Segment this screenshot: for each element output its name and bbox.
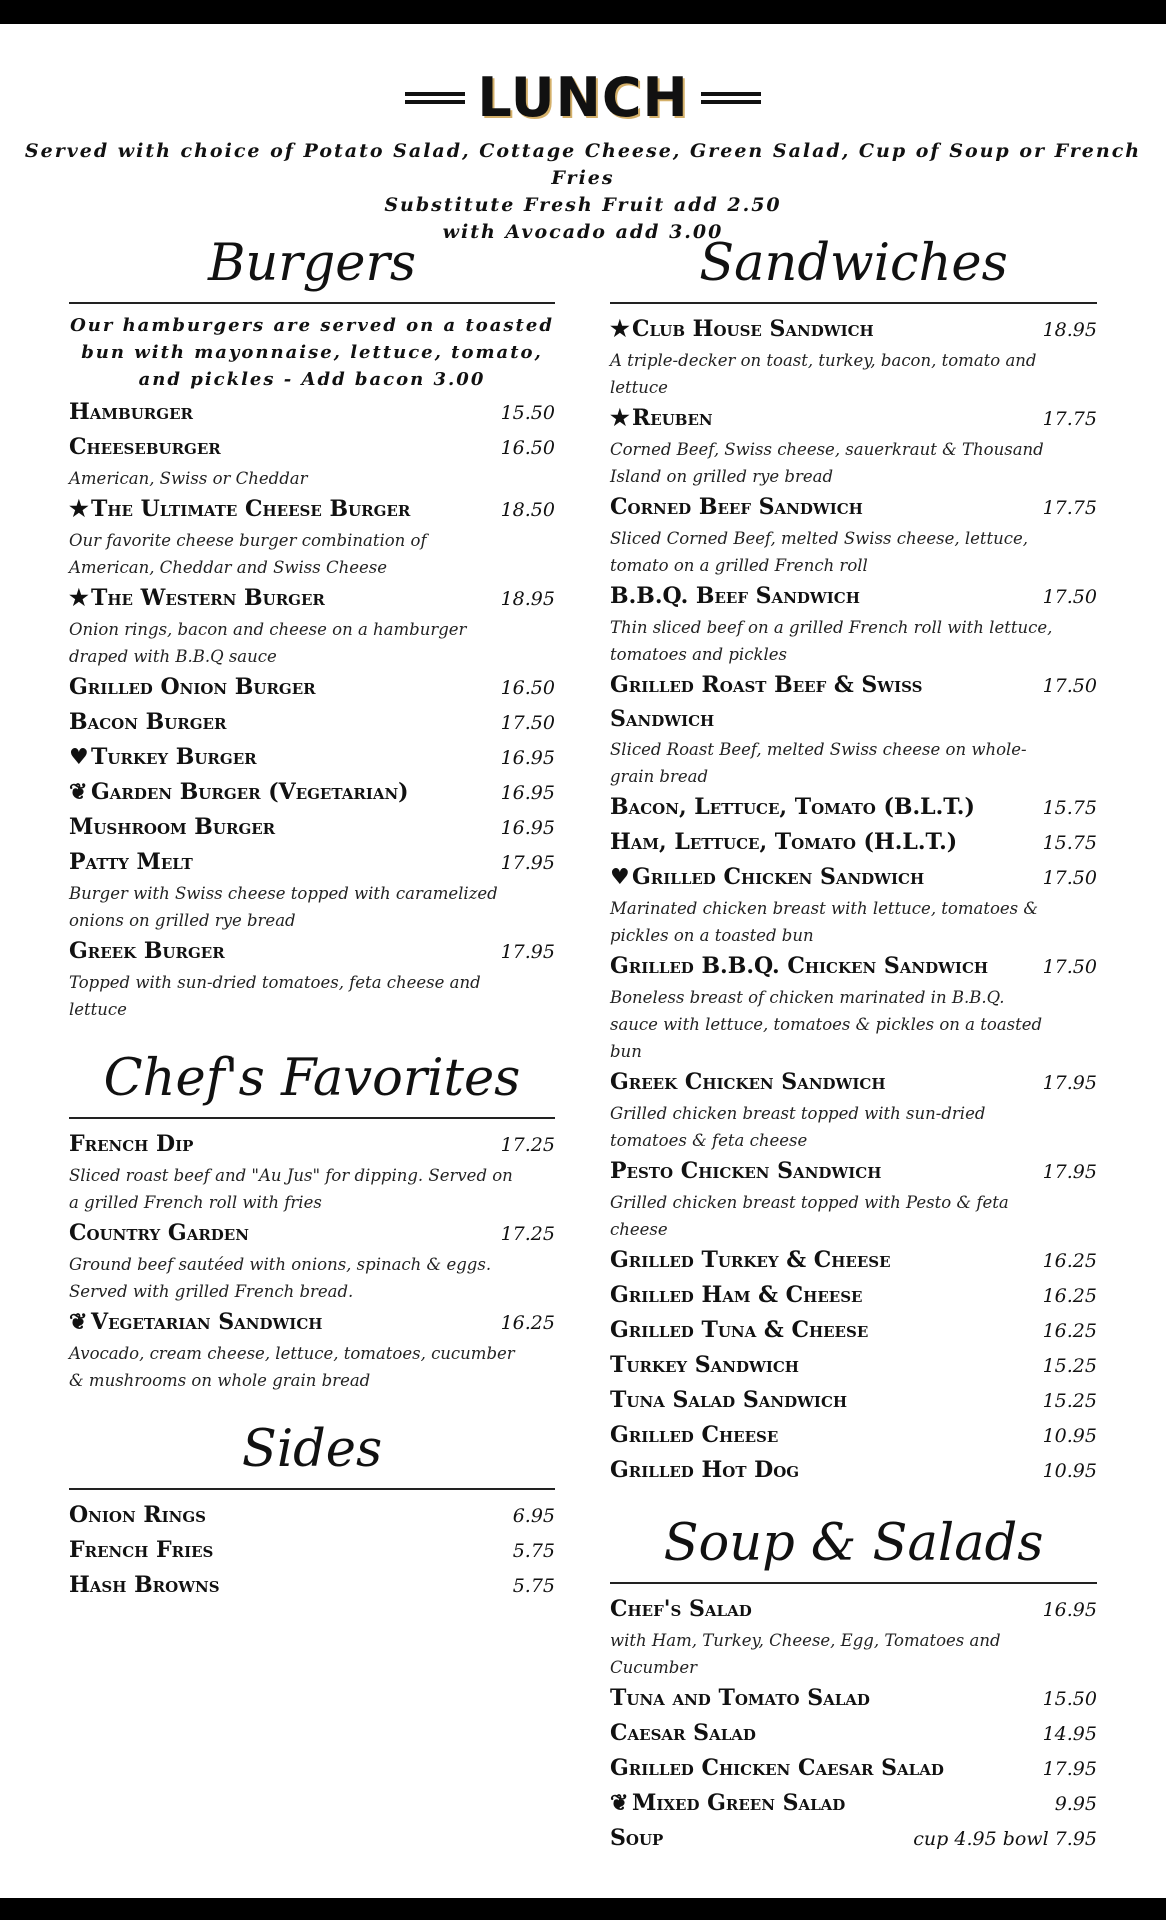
menu-item-row [610,825,1097,860]
menu-item-name-text: Grilled Ham & Cheese [610,1282,863,1308]
section-divider [610,302,1097,304]
menu-item [69,492,555,581]
menu-item-name [69,705,226,739]
menu-item-name [610,1821,663,1855]
menu-item-price: 16.25 [500,1312,555,1334]
section-sides [69,1412,555,1603]
menu-item-row [69,1127,555,1162]
menu-item [69,430,555,492]
menu-item-row [69,492,555,527]
menu-item-row [610,1154,1097,1189]
menu-item-name [610,490,863,524]
menu-item-row [610,1716,1097,1751]
menu-item-price: 9.95 [1054,1793,1097,1815]
menu-item-name [69,430,221,464]
menu-item-row [610,1453,1097,1488]
menu-item-row [69,845,555,880]
menu-item-name [69,810,275,844]
menu-item-row [610,1751,1097,1786]
menu-item-price: 16.95 [500,782,555,804]
header-line-2: Substitute Fresh Fruit add 2.50 [384,194,782,216]
sandwiches-item-list [610,312,1097,1488]
menu-item-price: 17.25 [500,1134,555,1156]
menu-item [610,1592,1097,1681]
menu-item-name-text: Ham, Lettuce, Tomato (H.L.T.) [610,829,958,855]
menu-item-name [69,1216,249,1250]
menu-item-name [610,1313,868,1347]
menu-item [610,668,1097,790]
menu-item-name-text: Greek Burger [69,938,225,964]
menu-item-price: 16.25 [1042,1320,1097,1342]
menu-item-price: 16.25 [1042,1285,1097,1307]
menu-item [610,1821,1097,1856]
menu-item [69,395,555,430]
menu-item-price: 17.50 [500,712,555,734]
menu-item-name [610,825,957,859]
menu-item-row [69,810,555,845]
menu-item-row [610,1313,1097,1348]
menu-item [610,860,1097,949]
menu-item-name-text: French Dip [69,1131,194,1157]
menu-item-row [610,1243,1097,1278]
menu-item-name [610,860,924,894]
menu-item [69,1568,555,1603]
menu-item-name-text: Garden Burger (Vegetarian) [91,779,409,805]
menu-item-name-text: Tuna and Tomato Salad [610,1685,870,1711]
menu-item [610,1716,1097,1751]
menu-item [610,401,1097,490]
menu-item-name [610,1453,799,1487]
menu-item-name [610,1786,845,1820]
menu-item-name-text: The Ultimate Cheese Burger [91,496,411,522]
menu-item-price: 17.95 [1042,1072,1097,1094]
menu-item-row [610,1418,1097,1453]
menu-item-name-text: Mixed Green Salad [632,1790,846,1816]
menu-item-price: 16.50 [500,677,555,699]
title-row [0,58,1166,138]
menu-item-price: 15.75 [1042,797,1097,819]
menu-item-name [69,581,325,615]
menu-item [69,670,555,705]
menu-item-name-text: The Western Burger [91,585,325,611]
menu-item-name [610,579,860,613]
menu-item [69,705,555,740]
menu-item-name [69,845,193,879]
left-column [69,226,555,1621]
menu-item-row [69,1498,555,1533]
section-divider [610,1582,1097,1584]
menu-item [69,1127,555,1216]
menu-item-name [610,1065,886,1099]
menu-item-name-text: Onion Rings [69,1502,206,1528]
menu-item-description: Corned Beef, Swiss cheese, sauerkraut & Thousand Island on grilled rye bread [610,440,1044,486]
menu-item-name-text: Pesto Chicken Sandwich [610,1158,882,1184]
menu-item [610,1065,1097,1154]
menu-item-price: 10.95 [1042,1425,1097,1447]
menu-item-name-text: Mushroom Burger [69,814,276,840]
menu-item-row [610,312,1097,347]
menu-item [610,1786,1097,1821]
chefs-item-list [69,1127,555,1394]
soups-item-list [610,1592,1097,1856]
menu-item-name [69,492,410,526]
menu-item-price: 17.95 [500,941,555,963]
menu-item-price: 6.95 [512,1505,555,1527]
menu-item-price: 17.75 [1042,408,1097,430]
menu-item-name [610,401,713,435]
menu-item [610,1383,1097,1418]
menu-item-price: 15.25 [1042,1390,1097,1412]
menu-item-name [610,1751,944,1785]
menu-item-price: 15.50 [500,402,555,424]
menu-item-description: Avocado, cream cheese, lettuce, tomatoes, cucumber & mushrooms on whole grain bread [69,1344,515,1390]
menu-item [610,1243,1097,1278]
menu-item-name-text: Grilled Roast Beef & Swiss Sandwich [610,672,923,732]
menu-item-price: 16.50 [500,437,555,459]
menu-item-price: cup 4.95 bowl 7.95 [913,1828,1097,1850]
menu-item-row [69,934,555,969]
menu-item-name-text: Cheeseburger [69,434,221,460]
menu-item-name-text: Hamburger [69,399,193,425]
menu-item [610,1418,1097,1453]
menu-item-price: 18.95 [1042,319,1097,341]
section-title: Sandwiches [699,234,1008,293]
section-title: Chef's Favorites [103,1049,521,1108]
menu-item-row [610,1065,1097,1100]
menu-item-price: 16.95 [1042,1599,1097,1621]
menu-item-name [69,1568,220,1602]
menu-item-price: 16.95 [500,747,555,769]
menu-item-price: 17.75 [1042,497,1097,519]
menu-item-row [69,1305,555,1340]
menu-title: LUNCH [477,66,689,129]
sides-item-list [69,1498,555,1603]
section-divider [69,1488,555,1490]
star-icon: ★ [69,496,89,522]
menu-item-name-text: Hash Browns [69,1572,220,1598]
leaf-icon: ❦ [69,1309,88,1335]
menu-item-name [69,1498,206,1532]
burgers-intro: Our hamburgers are served on a toasted bun with mayonnaise, lettuce, tomato, and pickles - Add bacon 3.00 [70,315,554,390]
menu-item-row [610,1348,1097,1383]
menu-item-name [610,949,988,983]
menu-item-price: 18.50 [500,499,555,521]
menu-item-row [69,1216,555,1251]
menu-item-name [610,1154,881,1188]
menu-item-price: 16.95 [500,817,555,839]
menu-item-row [610,1786,1097,1821]
section-burgers [69,226,555,1023]
menu-item-row [610,860,1097,895]
menu-item-name [610,1383,847,1417]
menu-item-price: 15.25 [1042,1355,1097,1377]
menu-item-name [69,934,225,968]
section-title: Sides [241,1420,383,1479]
menu-item-description: Grilled chicken breast topped with sun-dried tomatoes & feta cheese [610,1104,986,1150]
menu-item-row [69,740,555,775]
menu-item-price: 5.75 [512,1540,555,1562]
menu-item-description: Our favorite cheese burger combination of American, Cheddar and Swiss Cheese [69,531,427,577]
menu-item-row [610,668,1097,736]
menu-item-price: 17.50 [1042,956,1097,978]
menu-item [610,312,1097,401]
menu-item [69,934,555,1023]
menu-item-row [69,581,555,616]
star-icon: ★ [69,585,89,611]
section-title: Burgers [207,234,417,293]
menu-item [69,1216,555,1305]
menu-item-row [69,395,555,430]
leaf-icon: ❦ [69,779,88,805]
menu-item-price: 10.95 [1042,1460,1097,1482]
menu-item-name [69,1533,213,1567]
section-divider [69,302,555,304]
menu-item-price: 5.75 [512,1575,555,1597]
menu-item-name-text: Grilled Onion Burger [69,674,316,700]
menu-item-name-text: Vegetarian Sandwich [91,1309,323,1335]
menu-item-name-text: B.B.Q. Beef Sandwich [610,583,860,609]
menu-item-name [610,1243,891,1277]
menu-item-price: 15.75 [1042,832,1097,854]
menu-item-name-text: Bacon, Lettuce, Tomato (B.L.T.) [610,794,975,820]
menu-item-name-text: Reuben [632,405,713,431]
menu-item-name [610,1681,870,1715]
menu-item [610,825,1097,860]
menu-item-row [610,401,1097,436]
menu-item-price: 17.95 [1042,1161,1097,1183]
menu-item-row [69,670,555,705]
menu-item [69,1305,555,1394]
menu-item-name [610,1592,752,1626]
menu-item-name-text: Corned Beef Sandwich [610,494,863,520]
menu-item-row [69,1533,555,1568]
menu-item-description: Boneless breast of chicken marinated in B.B.Q. sauce with lettuce, tomatoes & pickles on a toasted bun [610,988,1043,1061]
menu-item-name [69,395,193,429]
menu-item [610,949,1097,1065]
menu-item-name [69,1127,193,1161]
menu-item-name-text: Caesar Salad [610,1720,756,1746]
menu-item-description: Sliced roast beef and "Au Jus" for dipping. Served on a grilled French roll with fries [69,1166,513,1212]
menu-item-name-text: Grilled Chicken Sandwich [632,864,925,890]
burgers-item-list [69,395,555,1023]
menu-item [610,1751,1097,1786]
heart-icon: ♥ [610,864,630,890]
menu-item [610,579,1097,668]
menu-item-description: with Ham, Turkey, Cheese, Egg, Tomatoes and Cucumber [610,1631,1001,1677]
menu-item-price: 17.50 [1042,867,1097,889]
menu-item [69,845,555,934]
section-chefs-favorites [69,1041,555,1394]
menu-item-price: 18.95 [500,588,555,610]
menu-item [69,810,555,845]
menu-item-name-text: Bacon Burger [69,709,227,735]
menu-item [610,490,1097,579]
menu-item-name [610,790,975,824]
menu-item-name-text: Grilled Cheese [610,1422,779,1448]
menu-item-name [610,1418,778,1452]
menu-item-name-text: Turkey Burger [91,744,257,770]
menu-item [610,1681,1097,1716]
menu-item-name-text: Soup [610,1825,664,1851]
menu-item-name [610,312,874,346]
menu-item-name-text: Greek Chicken Sandwich [610,1069,886,1095]
title-rule-left [405,92,465,104]
menu-item-description: Ground beef sautéed with onions, spinach & eggs. Served with grilled French bread. [69,1255,492,1301]
section-divider [69,1117,555,1119]
menu-item-name-text: Grilled Tuna & Cheese [610,1317,869,1343]
menu-item-name [610,1278,863,1312]
menu-item-name [610,1716,756,1750]
menu-item-row [610,579,1097,614]
menu-item-name [69,740,257,774]
header-line-3: with Avocado add 3.00 [442,221,724,243]
menu-item-name-text: Chef's Salad [610,1596,752,1622]
menu-item-price: 14.95 [1042,1723,1097,1745]
menu-item-name-text: Club House Sandwich [632,316,874,342]
title-rule-right [701,92,761,104]
menu-item-name [69,670,316,704]
menu-item-description: American, Swiss or Cheddar [69,469,308,488]
menu-item-name-text: Grilled Chicken Caesar Salad [610,1755,944,1781]
menu-item-name [69,775,409,809]
header-line-1: Served with choice of Potato Salad, Cottage Cheese, Green Salad, Cup of Soup or French Fries [24,140,1142,189]
menu-item-description: Thin sliced beef on a grilled French roll with lettuce, tomatoes and pickles [610,618,1053,664]
menu-item-price: 16.25 [1042,1250,1097,1272]
menu-item-name-text: Grilled B.B.Q. Chicken Sandwich [610,953,989,979]
menu-item-name [69,1305,322,1339]
menu-item-name-text: Grilled Turkey & Cheese [610,1247,891,1273]
menu-item-row [610,490,1097,525]
menu-item [69,1533,555,1568]
menu-item [610,1453,1097,1488]
star-icon: ★ [610,405,630,431]
menu-item-description: Marinated chicken breast with lettuce, tomatoes & pickles on a toasted bun [610,899,1039,945]
menu-item-row [69,1568,555,1603]
menu-item-description: Burger with Swiss cheese topped with caramelized onions on grilled rye bread [69,884,498,930]
star-icon: ★ [610,316,630,342]
menu-item-row [610,1278,1097,1313]
menu-item [610,1313,1097,1348]
menu-item-price: 17.50 [1042,675,1097,697]
menu-item-row [69,775,555,810]
menu-item-row [69,430,555,465]
menu-item-name-text: Turkey Sandwich [610,1352,799,1378]
menu-item-price: 17.95 [1042,1758,1097,1780]
heart-icon: ♥ [69,744,89,770]
menu-item [69,740,555,775]
menu-item-row [610,949,1097,984]
leaf-icon: ❦ [610,1790,629,1816]
menu-item-price: 15.50 [1042,1688,1097,1710]
menu-header [0,58,1166,246]
menu-item-row [69,705,555,740]
section-title: Soup & Salads [663,1514,1044,1573]
menu-item-name [610,668,1030,736]
section-soup-salads [610,1506,1097,1856]
menu-item [69,581,555,670]
menu-item [610,1154,1097,1243]
menu-item-description: Grilled chicken breast topped with Pesto & feta cheese [610,1193,1009,1239]
menu-item-name-text: French Fries [69,1537,214,1563]
menu-item-row [610,1383,1097,1418]
section-sandwiches [610,226,1097,1488]
menu-item [69,1498,555,1533]
bottom-border [0,1898,1166,1920]
menu-item-row [610,1592,1097,1627]
menu-item-name-text: Country Garden [69,1220,249,1246]
menu-item-row [610,1821,1097,1856]
menu-item-description: Onion rings, bacon and cheese on a hamburger draped with B.B.Q sauce [69,620,467,666]
menu-item [610,1278,1097,1313]
menu-item-name-text: Grilled Hot Dog [610,1457,800,1483]
menu-item [610,1348,1097,1383]
menu-item-price: 17.25 [500,1223,555,1245]
menu-item-row [610,790,1097,825]
menu-item-name-text: Tuna Salad Sandwich [610,1387,848,1413]
menu-item [610,790,1097,825]
menu-item-description: A triple-decker on toast, turkey, bacon, tomato and lettuce [610,351,1037,397]
menu-item-price: 17.50 [1042,586,1097,608]
menu-item-description: Sliced Corned Beef, melted Swiss cheese, lettuce, tomato on a grilled French roll [610,529,1029,575]
menu-item-description: Topped with sun-dried tomatoes, feta cheese and lettuce [69,973,481,1019]
menu-item-description: Sliced Roast Beef, melted Swiss cheese on whole-grain bread [610,740,1027,786]
right-column [610,226,1097,1874]
menu-item-name [610,1348,799,1382]
top-border [0,0,1166,24]
menu-item-name-text: Patty Melt [69,849,193,875]
menu-item-row [610,1681,1097,1716]
menu-item-price: 17.95 [500,852,555,874]
menu-item [69,775,555,810]
